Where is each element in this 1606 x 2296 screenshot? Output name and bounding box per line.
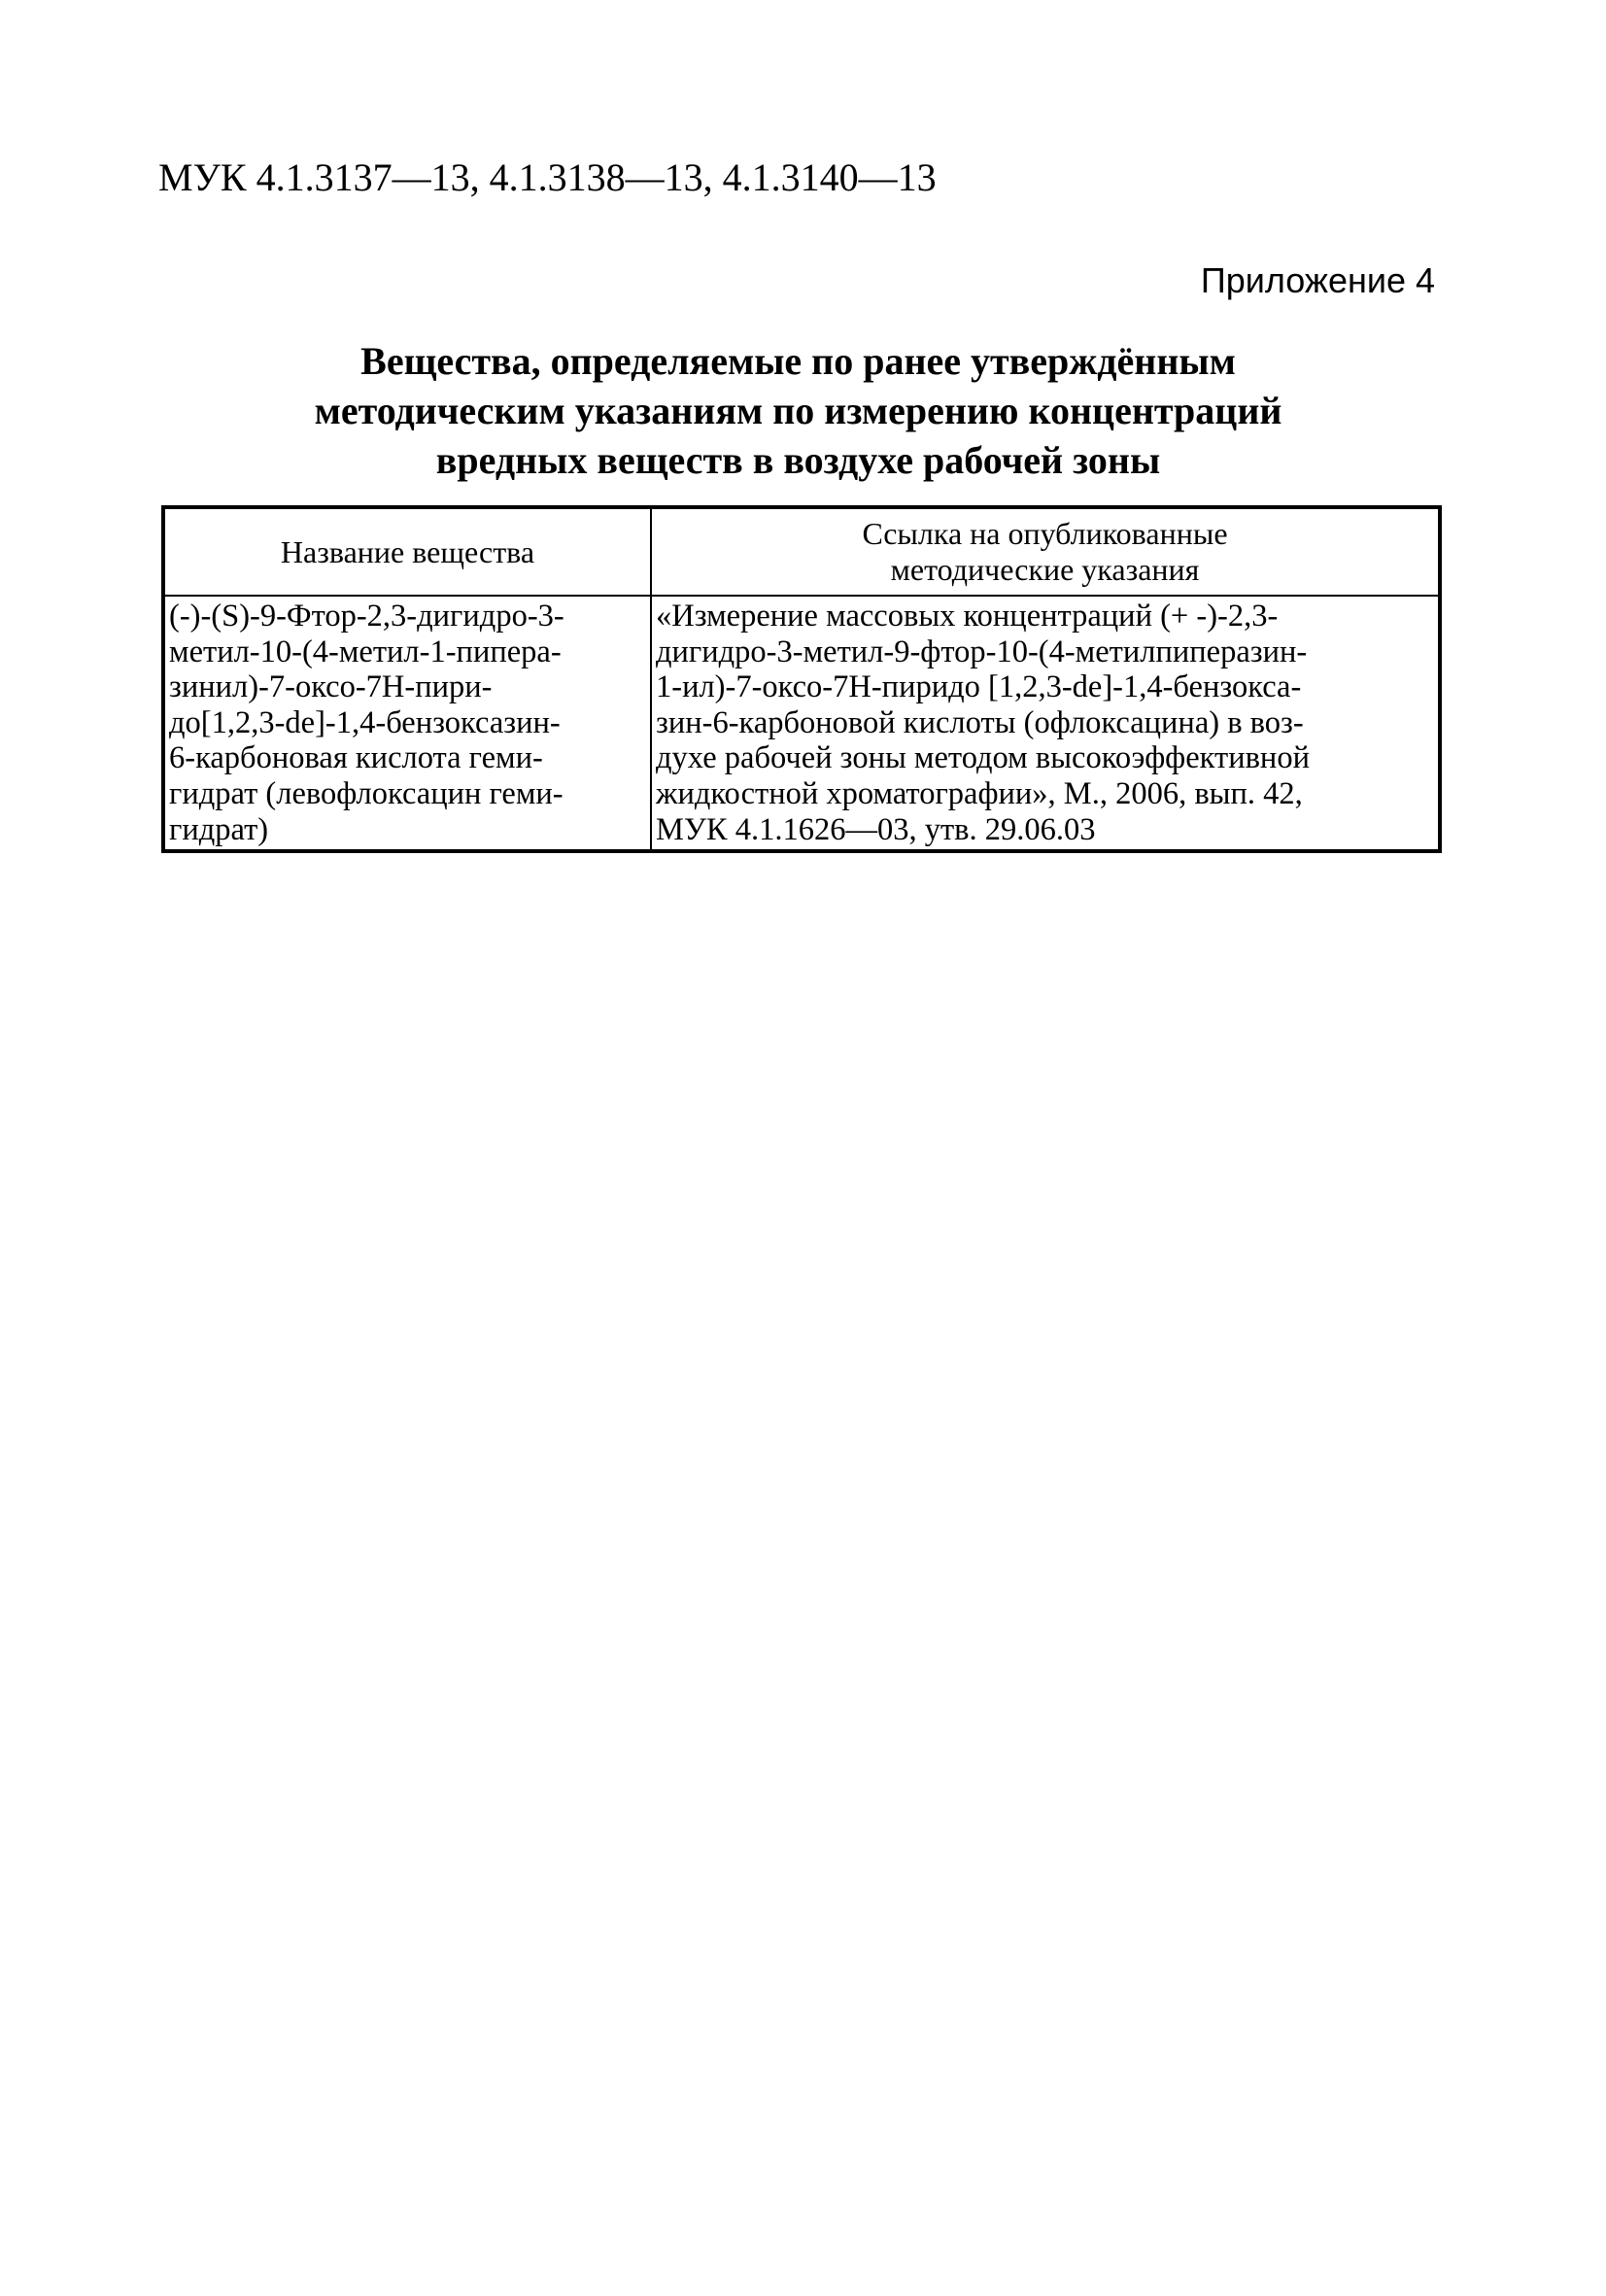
cell-line: гидрат (левофлоксацин геми- xyxy=(169,775,564,811)
substances-table xyxy=(161,505,1442,853)
cell-line: метил-10-(4-метил-1-пипера- xyxy=(169,634,562,669)
reference-cell xyxy=(651,596,1440,851)
header-substance-name-label: Название вещества xyxy=(280,533,535,569)
cell-line: зинил)-7-оксо-7Н-пири- xyxy=(169,669,493,705)
title-line: вредных веществ в воздухе рабочей зоны xyxy=(435,438,1161,482)
document-title xyxy=(158,336,1438,485)
cell-line: «Измерение массовых концентраций (+ -)-2,3- xyxy=(656,599,1279,634)
title-line: Вещества, определяемые по ранее утверждённым xyxy=(360,339,1236,383)
table-row xyxy=(163,596,1440,851)
header-substance-name xyxy=(163,507,651,596)
cell-line: зин-6-карбоновой кислоты (офлоксацина) в воз- xyxy=(656,704,1304,740)
cell-line: духе рабочей зоны методом высокоэффективной xyxy=(656,740,1310,776)
cell-line: МУК 4.1.1626—03, утв. 29.06.03 xyxy=(656,811,1096,847)
cell-line: гидрат) xyxy=(169,811,269,847)
cell-line: (-)-(S)-9-Фтор-2,3-дигидро-3- xyxy=(169,599,564,634)
document-header: МУК 4.1.3137—13, 4.1.3138—13, 4.1.3140—13 xyxy=(158,155,937,199)
cell-line: 1-ил)-7-оксо-7Н-пиридо [1,2,3-de]-1,4-бензокса- xyxy=(656,669,1302,705)
substance-name-cell xyxy=(163,596,651,851)
title-line: методическим указаниям по измерению концентраций xyxy=(314,389,1282,432)
header-reference xyxy=(651,507,1440,596)
table-header-row xyxy=(163,507,1440,596)
header-reference-line: методические указания xyxy=(890,552,1200,587)
cell-line: до[1,2,3-de]-1,4-бензоксазин- xyxy=(169,704,561,740)
cell-line: дигидро-3-метил-9-фтор-10-(4-метилпиперазин- xyxy=(656,634,1308,669)
cell-line: 6-карбоновая кислота геми- xyxy=(169,740,543,776)
appendix-label: Приложение 4 xyxy=(1200,260,1435,300)
header-reference-line: Ссылка на опубликованные xyxy=(862,516,1228,551)
cell-line: жидкостной хроматографии», М., 2006, вып. 42, xyxy=(656,775,1303,811)
